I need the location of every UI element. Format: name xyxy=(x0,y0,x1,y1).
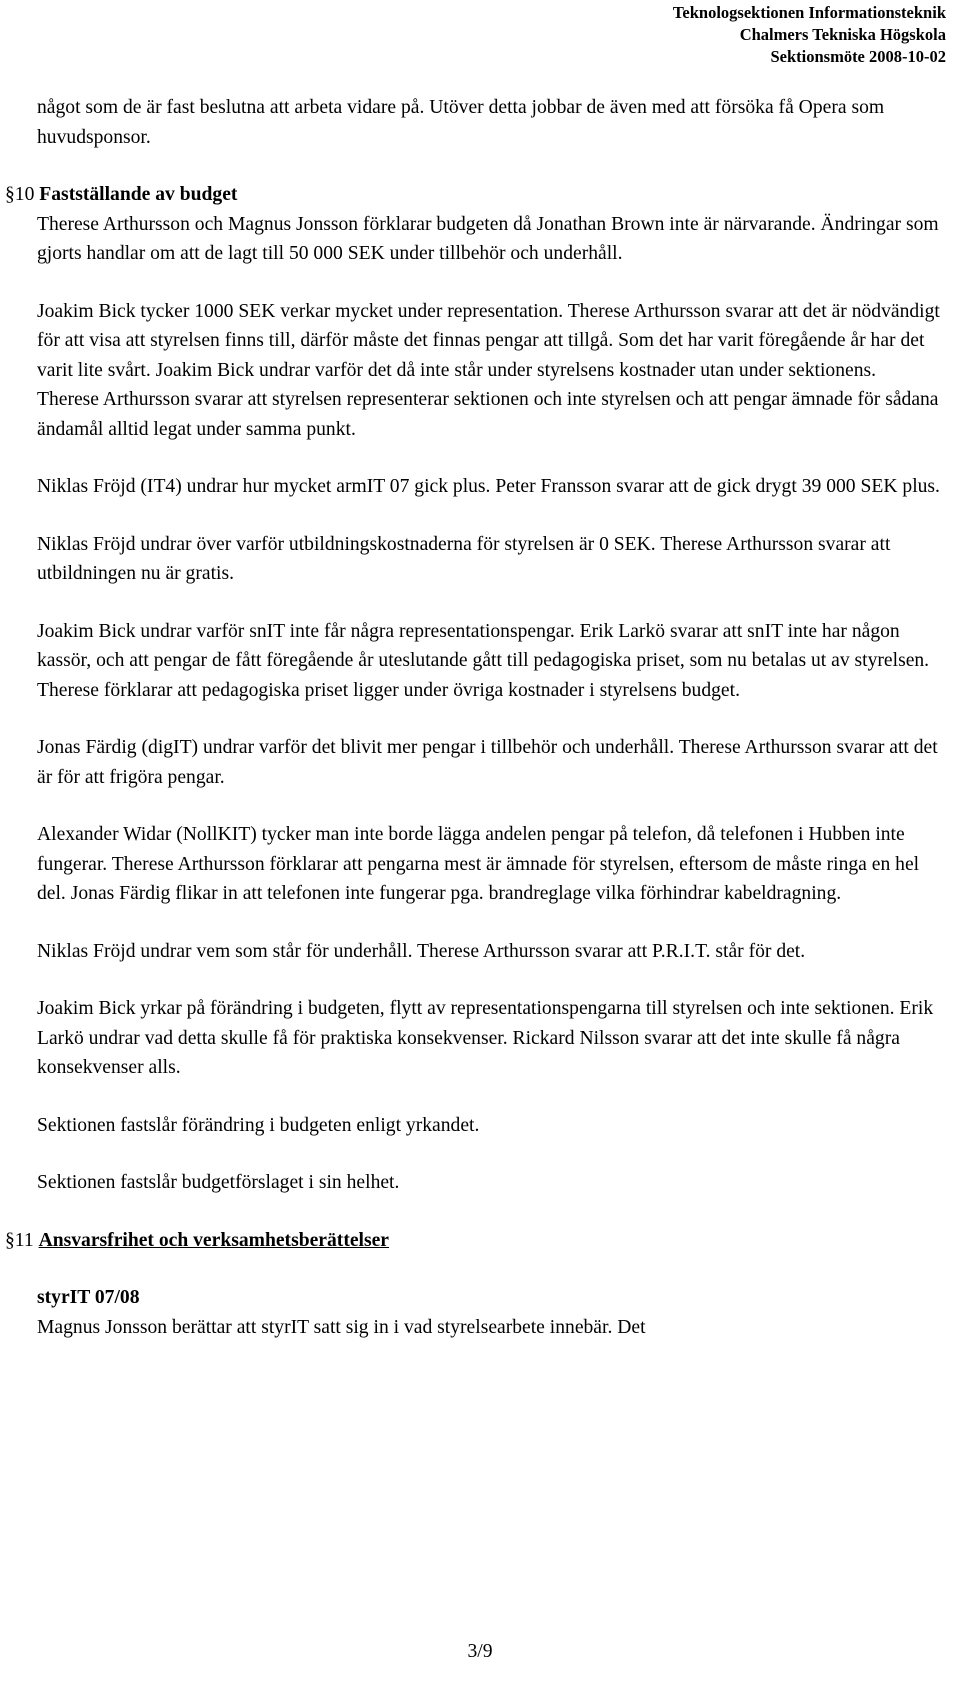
paragraph-intro: något som de är fast beslutna att arbeta vidare på. Utöver detta jobbar de även med att försöka få Opera som huvudsponsor. xyxy=(37,97,885,148)
header-university: Chalmers Tekniska Högskola xyxy=(739,25,946,44)
subheading-styrit: styrIT 07/08 xyxy=(37,1287,140,1308)
section-number: §10 xyxy=(5,184,35,205)
paragraph-styrit: Magnus Jonsson berättar att styrIT satt sig in i vad styrelsearbete innebär. Det xyxy=(37,1316,646,1338)
paragraph-budget-intro: Therese Arthursson och Magnus Jonsson förklarar budgeten då Jonathan Brown inte är närvarande. Ändringar som gjorts handlar om att de lagt till 50 000 SEK under tillbehör och underhåll. xyxy=(37,213,939,264)
paragraph-frojd-underhall: Niklas Fröjd undrar vem som står för underhåll. Therese Arthursson svarar att P.R.I.T. står för det. xyxy=(37,940,806,962)
document-body xyxy=(5,93,942,1342)
section-11 xyxy=(5,1226,942,1256)
page-header xyxy=(673,2,946,68)
paragraph-bick-yrkande: Joakim Bick yrkar på förändring i budgeten, flytt av representationspengarna till styrelsen och inte sektionen. Erik Larkö undrar vad detta skulle få för praktiska konsekvenser. Rickard Nilsson svarar att det inte skulle få några konsekvenser alls. xyxy=(37,998,934,1078)
paragraph-decision-change: Sektionen fastslår förändring i budgeten enligt yrkandet. xyxy=(37,1114,480,1136)
section-10 xyxy=(5,180,942,269)
paragraph-frojd-armit: Niklas Fröjd (IT4) undrar hur mycket armIT 07 gick plus. Peter Fransson svarar att de gick drygt 39 000 SEK plus. xyxy=(37,476,940,497)
section-title: Fastställande av budget xyxy=(39,184,238,205)
page-footer xyxy=(0,1641,960,1663)
section-heading-10 xyxy=(5,180,942,210)
section-number: §11 xyxy=(5,1229,34,1251)
section-title: Ansvarsfrihet och verksamhetsberättelser xyxy=(38,1229,390,1251)
paragraph-widar-telefon: Alexander Widar (NollKIT) tycker man inte borde lägga andelen pengar på telefon, då telefonen i Hubben inte fungerar. Therese Arthursson förklarar att pengarna mest är ämnade för styrelsen, eftersom de måste ringa en hel del. Jonas Färdig flikar in att telefonen inte fungerar pga. brandreglage vilka förhindrar kabeldragning. xyxy=(37,824,920,904)
page-number: 3/9 xyxy=(467,1641,493,1662)
paragraph-frojd-utbildning: Niklas Fröjd undrar över varför utbildningskostnaderna för styrelsen är 0 SEK. Therese Arthursson svarar att utbildningen nu är gratis. xyxy=(37,533,891,584)
paragraph-decision-budget: Sektionen fastslår budgetförslaget i sin helhet. xyxy=(37,1172,400,1193)
paragraph-fardig-tillbehor: Jonas Färdig (digIT) undrar varför det blivit mer pengar i tillbehör och underhåll. Therese Arthursson svarar att det är för att frigöra pengar. xyxy=(37,737,938,788)
paragraph-bick-snit: Joakim Bick undrar varför snIT inte får några representationspengar. Erik Larkö svarar att snIT inte har någon kassör, och att pengar de fått föregående år uteslutande gått till pedagogiska priset, som nu betalas ut av styrelsen. Therese förklarar att pedagogiska priset ligger under övriga kostnader i styrelsens budget. xyxy=(37,620,930,701)
header-meeting-date: Sektionsmöte 2008-10-02 xyxy=(770,47,946,66)
header-organization: Teknologsektionen Informationsteknik xyxy=(672,3,946,22)
paragraph-bick-representation: Joakim Bick tycker 1000 SEK verkar mycket under representation. Therese Arthursson svarar att det är nödvändigt för att visa att styrelsen finns till, därför måste det finnas pengar att tillgå. Som det har varit föregående år har det varit lite svårt. Joakim Bick undrar varför det då inte står under styrelsens kostnader utan under sektionens. Therese Arthursson svarar att styrelsen representerar sektionen och inte styrelsen och att pengar ämnade för sådana ändamål alltid legat under samma punkt. xyxy=(37,300,940,440)
section-heading-11 xyxy=(5,1226,942,1256)
